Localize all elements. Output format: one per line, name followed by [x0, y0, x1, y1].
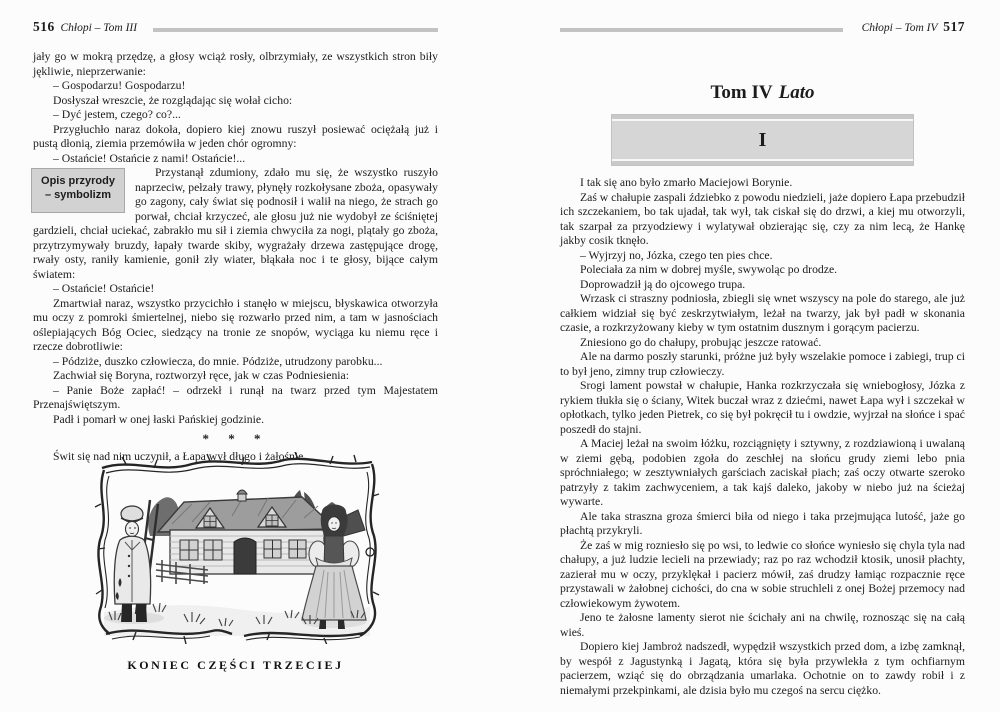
page-number: 517 [943, 19, 965, 34]
margin-note-line: Opis przyrody [41, 175, 115, 187]
paragraph: – Gospodarzu! Gospodarzu! [53, 79, 186, 92]
margin-note-line: – symbolizm [44, 189, 112, 201]
body-text-left [33, 50, 438, 464]
paragraph: I tak się ano było zmarło Maciejowi Borynie. [580, 176, 793, 189]
volume-heading [560, 82, 965, 104]
paragraph: jały go w mokrą przędzę, a głosy wciąż rosły, olbrzymiały, ze wszystkich stron biły jękliwie, nieprzerwanie: [33, 50, 438, 78]
paragraph: – Dyć jestem, czego? co?... [53, 108, 181, 121]
paragraph: A Maciej leżał na swoim łóżku, rozciągnięty i sztywny, z rozdziawioną i uwalaną w ziemi gębą, podobien zgoła do zeschłej na słońcu grudy ziemi lebo pnia spróchniałego; w zesztywniałych garściach zaciskał piach; zaś oczy otwarte szeroko patrzyły z takim zachwyceniem, a tak kajś daleko, jakoby w niebo już na ścieżaj wywarte. [560, 437, 965, 508]
running-header-left [33, 19, 438, 35]
vignette-illustration [92, 452, 380, 644]
paragraph: Zaś w chałupie zaspali ździebko z powodu niedzieli, jaże dopiero Łapa przebudził ich szczekaniem, bo tak ujadał, tak wył, tak ciskał się do drzwi, a kiej mu otworzyli, tak szarpał za przyodziewy i wylatywał obzierając się, czy za nim lecą, że Hankę jakby cosik tknęło. [560, 190, 965, 247]
header-rule [560, 28, 843, 32]
paragraph: Zachwiał się Boryna, roztworzył ręce, jak w czas Podniesienia: [53, 369, 349, 382]
body-text-right [560, 176, 965, 698]
paragraph: Wrzask ci straszny podniosła, zbiegli się wnet wszyscy na pole do starego, ale już całkiem widział się być zeskrzytwiałym, leżał na twarzy, jak był padł w skonania czasie, a rozkrzyżowany kieby w tym ostatnim dusznym i gorącym pacierzu. [560, 292, 965, 334]
page-number: 516 [33, 19, 55, 34]
running-title: Chłopi – Tom III [60, 22, 138, 34]
header-text-left [33, 19, 137, 35]
paragraph: – Ostańcie! Ostańcie z nami! Ostańcie!... [53, 151, 246, 165]
chapter-heading [611, 114, 914, 166]
paragraph: – Pódziże, duszko człowiecza, do mnie. Pódziże, utrudzony parobku... [53, 354, 383, 368]
asterisk-separator: * * * [202, 431, 269, 446]
paragraph: Dopiero kiej Jambroż nadszedł, wypędził wszystkich przed dom, a izbę zamknął, by wespół z Jagustynką i Jagatą, która się była przywlekła z tym ochfiarnym pacierzem, wziąć się do obrządzania umarlaka. Ochotnie on to zawdy robił i z niemałymi przekpinkami, ale dzisia było mu czegoś na sercu ciężko. [560, 640, 965, 697]
paragraph: – Panie Boże zapłać! – odrzekł i runął na twarz przed tym Majestatem Przenajświętszym. [33, 383, 438, 411]
paragraph: Padł i pomarł w onej łaski Pańskiej godzinie. [53, 412, 264, 426]
paragraph: Poleciała za nim w dobrej myśle, swywoląc po drodze. [580, 263, 838, 276]
chapter-number: I [758, 129, 767, 151]
end-of-part-figure [33, 449, 438, 673]
paragraph: Srogi lament powstał w chałupie, Hanka rozkrzyczała się wniebogłosy, Józka z rykiem tłukła się o ściany, Witek buczał wraz z dziećmi, nawet Łapa wył i szczekał w opłotkach, tylko jeden Pietrek, co się był pokręcił tu i owdzie, wyjrzał na słońce i spać poszedł do stajni. [560, 379, 965, 436]
volume-title: Tom IV [710, 82, 773, 103]
paragraph: – Wyjrzyj no, Józka, czego ten pies chce. [580, 248, 773, 262]
paragraph: – Ostańcie! Ostańcie! [53, 282, 155, 295]
paragraph: Dosłyszał wreszcie, że rozglądając się wołał cicho: [53, 93, 293, 107]
margin-note [31, 168, 125, 213]
page-left [33, 0, 438, 712]
paragraph: Że zaś w mig rozniesło się po wsi, to ledwie co słońce wyniesło się chyla tyla nad chałupy, a już ludzie lecieli na przewiady; raz po raz wchodził ktosik, unosił płachty, zazierał mu w oczy, przyklękał i pacierz mówił, zaś drudzy łamiąc rozpacznie ręce przystawali w żałobnej cichości, do cna w sobie struchleli z onej Bożej przemocy nad człowiekowym żywotem. [560, 538, 965, 610]
running-header-right [560, 19, 965, 35]
paragraph: Ale taka straszna groza śmierci biła od niego i taka przejmująca lutość, jaże go płachtą przykryli. [560, 509, 965, 537]
paragraph: Doprowadził ją do ojcowego trupa. [580, 277, 746, 291]
volume-subtitle: Lato [778, 82, 815, 103]
paragraph: Zniesiono go do chałupy, probując jeszcze ratować. [580, 335, 822, 349]
paragraph [33, 166, 438, 282]
page-right [560, 0, 965, 712]
running-title: Chłopi – Tom IV [861, 22, 938, 34]
paragraph: Przygłuchło naraz dokoła, dopiero kiej znowu ruszył posiewać ociężałą już i pustą dłonią, ziemia przemówiła w jeden chór ogromny: [33, 122, 438, 150]
paragraph: Świt się nad nim uczynił, a Łapa wył długo i żałośnie... [53, 449, 313, 463]
header-text-right [862, 19, 965, 35]
illustration-caption: KONIEC CZĘŚCI TRZECIEJ [127, 658, 344, 672]
paragraph: Zmartwiał naraz, wszystko przycichło i stanęło w miejscu, błyskawica otworzyła mu oczy z pomroki śmiertelnej, niebo się rozwarło przed nim, a tam w jasnościach oślepiających Bóg Ociec, siedzący na tronie ze snopów, wyciąga ku niemu ręce i rzecze dobrotliwie: [33, 296, 438, 353]
paragraph: Ale na darmo poszły starunki, próżne już były wszelakie pomoce i zabiegi, trup ci to był jeno, zimny trup człowieczy. [560, 350, 965, 378]
header-rule [153, 28, 438, 32]
paragraph: Jeno te żałosne lamenty sierot nie ścichały ani na chwilę, roznosząc się na całą wieś. [560, 611, 965, 639]
paragraph-text: Przystanął zdumiony, zdało mu się, że wszystko ruszyło naprzeciw, pełzały trawy, płynęły rozkołysane zboża, opasywały go zagony, cały świat się podnosił i walił na niego, że strach go porwał, chciał krzyczeć, ale głosu już nie wydobył ze ściśniętej gardzieli, chciał uciekać, zabrakło mu sił i ziemia chwyciła za nogi, plątały go zboża, przytrzymywały bruzdy, łapały twarde skiby, wygrażały drzewa zastępujące drogę, rwały osty, raniły kamienie, gonił zły wiater, błąkała noc i te głosy, bijące całym światem: [33, 166, 438, 281]
